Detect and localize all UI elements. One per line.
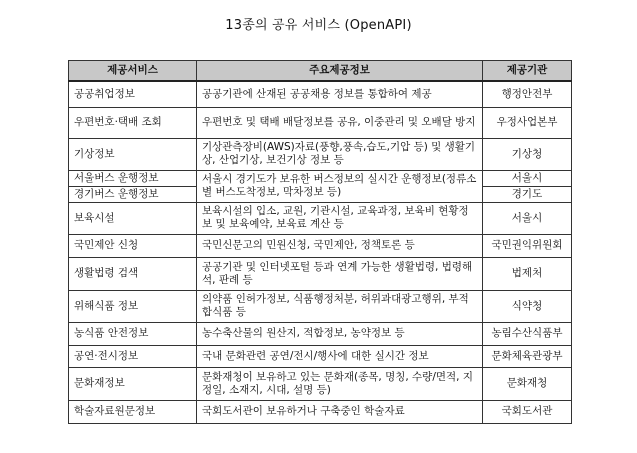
- service-desc: 국민신문고의 민원신청, 국민제안, 정책토론 등: [197, 234, 483, 257]
- service-name: 생활법령 검색: [69, 257, 197, 290]
- service-name: 경기버스 운행정보: [69, 186, 197, 202]
- service-org: 문화체육관광부: [483, 345, 572, 367]
- table-row: [69, 257, 572, 290]
- header-service: 제공서비스: [69, 61, 197, 82]
- table-row: [69, 400, 572, 423]
- service-desc: 의약품 인허가정보, 식품행정처분, 허위과대광고행위, 부적합식품 등: [197, 290, 483, 322]
- table-row: [69, 322, 572, 345]
- table-row: [69, 345, 572, 367]
- service-name: 학술자료원문정보: [69, 400, 197, 423]
- service-org: 기상청: [483, 138, 572, 170]
- table-row: [69, 170, 572, 186]
- table-row: [69, 202, 572, 234]
- service-desc: 문화재청이 보유하고 있는 문화재(종목, 명칭, 수량/면적, 지정일, 소재지, 시대, 설명 등): [197, 367, 483, 400]
- service-name: 서울버스 운행정보: [69, 170, 197, 186]
- service-desc: 보육시설의 입소, 교원, 기관시설, 교육과정, 보육비 현황정보 및 보육예약, 보육료 계산 등: [197, 202, 483, 234]
- header-org: 제공기관: [483, 61, 572, 82]
- service-desc: 국회도서관이 보유하거나 구축중인 학술자료: [197, 400, 483, 423]
- service-org: 행정안전부: [483, 81, 572, 107]
- table-row: [69, 138, 572, 170]
- service-name: 공공취업정보: [69, 81, 197, 107]
- service-org: 농림수산식품부: [483, 322, 572, 345]
- service-name: 보육시설: [69, 202, 197, 234]
- service-org: 문화재청: [483, 367, 572, 400]
- service-desc: 서울시 경기도가 보유한 버스정보의 실시간 운행정보(정류소별 버스도착정보, 막차정보 등): [197, 170, 483, 202]
- service-desc: 우편번호 및 택배 배달정보를 공유, 이중관리 및 오배달 방지: [197, 107, 483, 138]
- service-name: 국민제안 신청: [69, 234, 197, 257]
- service-name: 농식품 안전정보: [69, 322, 197, 345]
- table-row: [69, 81, 572, 107]
- table-row: [69, 234, 572, 257]
- service-org: 법제처: [483, 257, 572, 290]
- service-desc: 공공기관 및 인터넷포털 등과 연계 가능한 생활법령, 법령해석, 판례 등: [197, 257, 483, 290]
- header-info: 주요제공정보: [197, 61, 483, 82]
- table-row: [69, 367, 572, 400]
- table-row: [69, 107, 572, 138]
- service-org: 서울시: [483, 202, 572, 234]
- service-org: 국회도서관: [483, 400, 572, 423]
- service-name: 공연·전시정보: [69, 345, 197, 367]
- service-desc: 농수축산물의 원산지, 적합정보, 농약정보 등: [197, 322, 483, 345]
- service-name: 우편번호·택배 조회: [69, 107, 197, 138]
- service-desc: 국내 문화관련 공연/전시/행사에 대한 실시간 정보: [197, 345, 483, 367]
- service-name: 기상정보: [69, 138, 197, 170]
- service-name: 문화재정보: [69, 367, 197, 400]
- services-table: [68, 60, 572, 424]
- service-org: 국민권익위원회: [483, 234, 572, 257]
- service-desc: 공공기관에 산재된 공공채용 정보를 통합하여 제공: [197, 81, 483, 107]
- table-row: [69, 290, 572, 322]
- service-desc: 기상관측장비(AWS)자료(풍향,풍속,습도,기압 등) 및 생활기상, 산업기상, 보건기상 정보 등: [197, 138, 483, 170]
- page-title: 13종의 공유 서비스 (OpenAPI): [225, 18, 412, 33]
- service-name: 위해식품 정보: [69, 290, 197, 322]
- table-header-row: [69, 61, 572, 82]
- service-org: 서울시: [483, 170, 572, 186]
- service-org: 경기도: [483, 186, 572, 202]
- service-org: 우정사업본부: [483, 107, 572, 138]
- service-org: 식약청: [483, 290, 572, 322]
